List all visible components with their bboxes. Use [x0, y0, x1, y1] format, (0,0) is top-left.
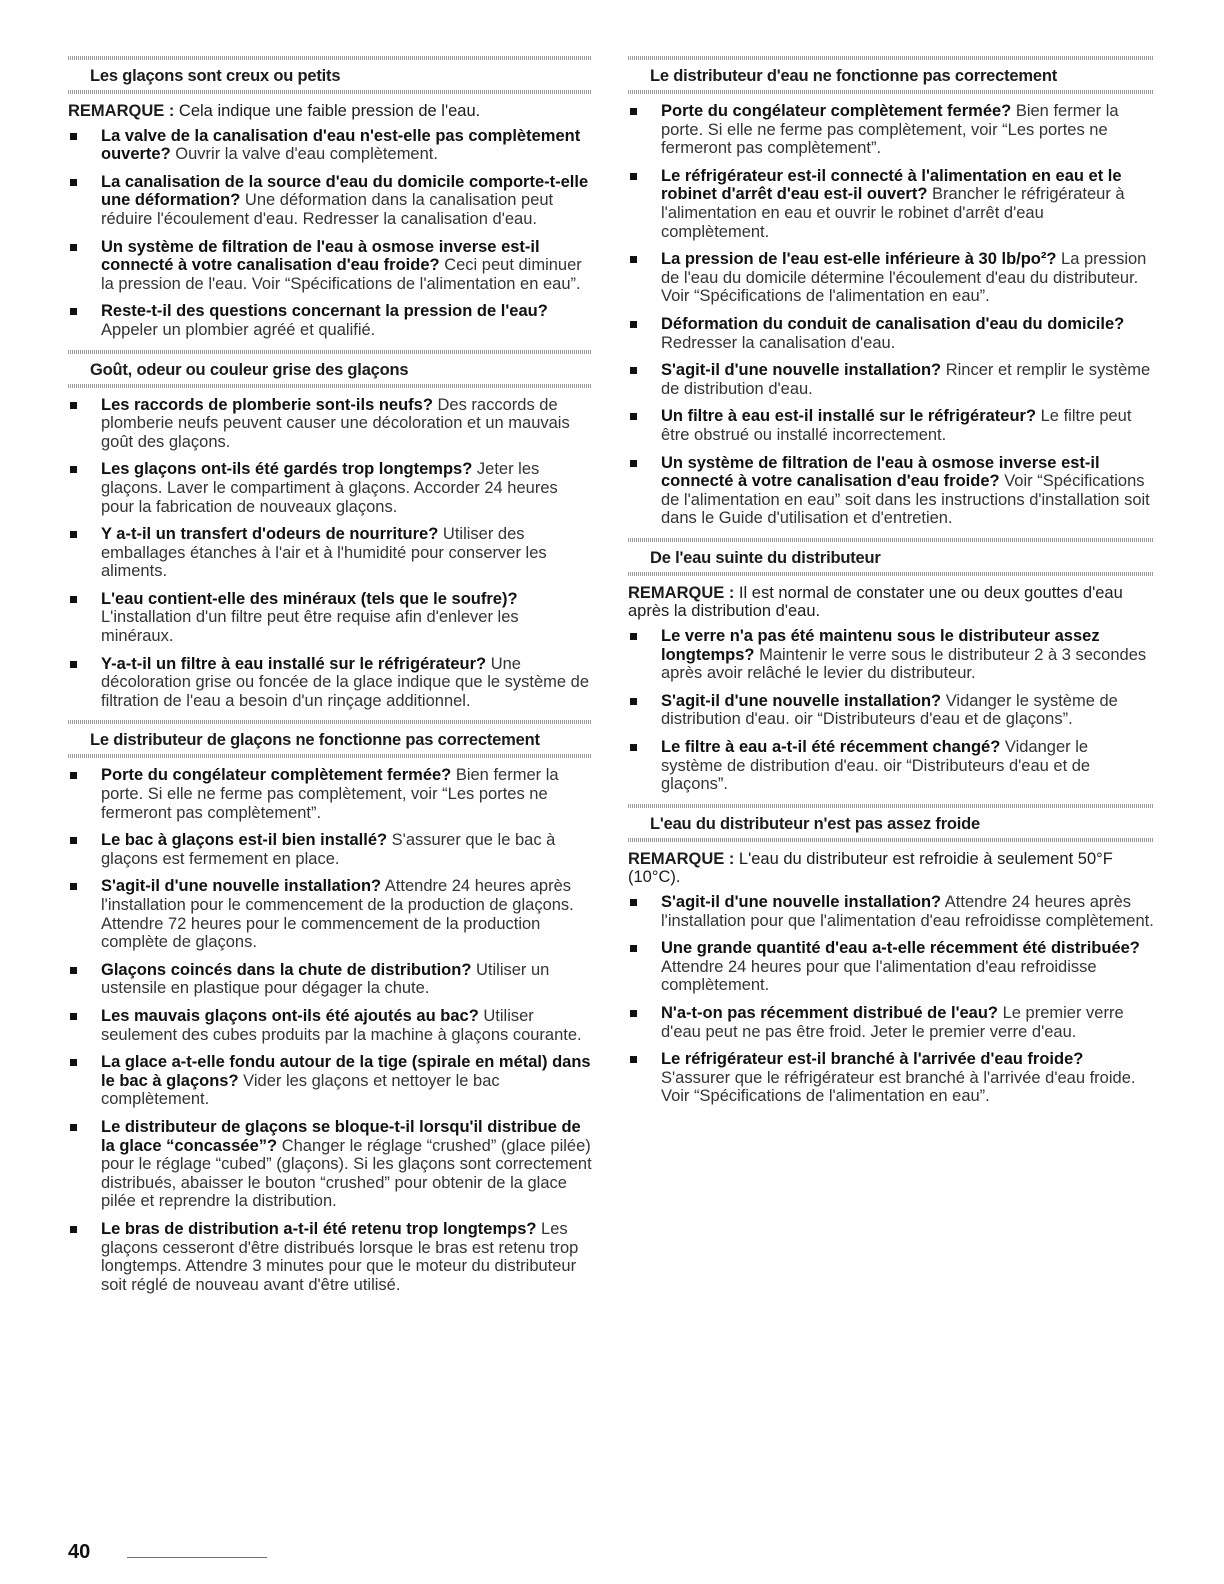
left-column — [68, 56, 592, 1304]
square-bullet-icon — [70, 1059, 77, 1066]
question-item — [68, 877, 592, 951]
remark-note — [628, 584, 1154, 621]
question-text: Les glaçons ont-ils été gardés trop longtemps? — [101, 460, 473, 479]
remark-label: REMARQUE : — [68, 102, 175, 120]
square-bullet-icon — [630, 173, 637, 180]
answer-text: Brancher le réfrigérateur à l'alimentation en eau et ouvrir le robinet d'arrêt d'eau complètement. — [661, 185, 1125, 241]
remark-text: L'eau du distributeur est refroidie à seulement 50°F (10°C). — [628, 849, 1113, 887]
question-text: La pression de l'eau est-elle inférieure à 30 lb/po²? — [661, 250, 1057, 269]
question-text: N'a-t-on pas récemment distribué de l'eau? — [661, 1003, 999, 1022]
question-list — [68, 766, 592, 1294]
answer-text: Utiliser un ustensile en plastique pour dégager la chute. — [101, 960, 550, 998]
dotted-rule — [68, 720, 592, 724]
question-text: S'agit-il d'une nouvelle installation? — [661, 691, 942, 710]
question-item — [628, 315, 1154, 352]
remark-text: Cela indique une faible pression de l'eau. — [174, 102, 481, 120]
square-bullet-icon — [70, 466, 77, 473]
answer-text: Attendre 24 heures pour que l'alimentation d'eau refroidisse complètement. — [661, 957, 1097, 995]
square-bullet-icon — [630, 633, 637, 640]
question-item — [628, 627, 1154, 683]
square-bullet-icon — [70, 772, 77, 779]
question-item — [68, 590, 592, 646]
troubleshooting-section — [628, 538, 1154, 794]
question-item — [628, 102, 1154, 158]
dotted-rule — [68, 754, 592, 758]
square-bullet-icon — [70, 1013, 77, 1020]
answer-text: Utiliser des emballages étanches à l'air et à l'humidité pour conserver les aliments. — [101, 525, 547, 581]
question-list — [628, 102, 1154, 528]
section-header — [68, 720, 592, 758]
question-item — [628, 250, 1154, 306]
square-bullet-icon — [630, 108, 637, 115]
question-text: Y-a-t-il un filtre à eau installé sur le réfrigérateur? — [101, 654, 487, 673]
answer-text: Des raccords de plomberie neufs peuvent causer une décoloration et un mauvais goût des glaçons. — [101, 395, 570, 451]
square-bullet-icon — [630, 698, 637, 705]
question-item — [628, 738, 1154, 794]
question-item — [628, 361, 1154, 398]
answer-text: Rincer et remplir le système de distribution d'eau. — [661, 361, 1151, 398]
section-header — [68, 350, 592, 388]
dotted-rule — [68, 384, 592, 388]
section-header — [628, 804, 1154, 842]
dotted-rule — [628, 804, 1154, 808]
question-list — [68, 396, 592, 711]
section-title: Goût, odeur ou couleur grise des glaçons — [90, 360, 409, 379]
square-bullet-icon — [630, 1010, 637, 1017]
question-text: Le réfrigérateur est-il connecté à l'alimentation en eau et le robinet d'arrêt d'eau est-il ouvert? — [661, 166, 1122, 204]
answer-text: Maintenir le verre sous le distributeur 2 à 3 secondes après avoir relâché le levier du distributeur. — [661, 645, 1147, 683]
question-text: Le distributeur de glaçons se bloque-t-il lorsqu'il distribue de la glace “concassée”? — [101, 1117, 581, 1155]
question-item — [68, 238, 592, 294]
answer-text: Attendre 24 heures après l'installation pour que l'alimentation d'eau refroidisse complètement. — [661, 893, 1154, 930]
square-bullet-icon — [630, 256, 637, 263]
answer-text: Redresser la canalisation d'eau. — [661, 333, 896, 352]
question-item — [68, 766, 592, 822]
square-bullet-icon — [70, 531, 77, 538]
section-title: L'eau du distributeur n'est pas assez froide — [650, 814, 981, 833]
square-bullet-icon — [70, 1124, 77, 1131]
answer-text: Le filtre peut être obstrué ou installé incorrectement. — [661, 407, 1132, 444]
question-item — [68, 1220, 592, 1294]
square-bullet-icon — [630, 744, 637, 751]
square-bullet-icon — [70, 402, 77, 409]
question-item — [628, 407, 1154, 444]
question-item — [628, 692, 1154, 729]
square-bullet-icon — [70, 596, 77, 603]
section-header — [68, 56, 592, 94]
square-bullet-icon — [630, 321, 637, 328]
answer-text: Bien fermer la porte. Si elle ne ferme pas complètement, voir “Les portes ne fermeront pas complètement”. — [101, 766, 559, 822]
square-bullet-icon — [70, 244, 77, 251]
answer-text: Jeter les glaçons. Laver le compartiment à glaçons. Accorder 24 heures pour la fabrication de nouveaux glaçons. — [101, 460, 558, 516]
section-title: Le distributeur de glaçons ne fonctionne pas correctement — [90, 731, 540, 750]
question-item — [68, 1118, 592, 1211]
question-text: Déformation du conduit de canalisation d'eau du domicile? — [661, 314, 1125, 333]
question-text: Le bras de distribution a-t-il été retenu trop longtemps? — [101, 1219, 537, 1238]
dotted-rule — [628, 538, 1154, 542]
answer-text: Les glaçons cesseront d'être distribués lorsque le bras est retenu trop longtemps. Attendre 3 minutes pour que le moteur du distributeur soit réglé de nouveau avant d'être utilisé. — [101, 1219, 579, 1294]
question-list — [68, 127, 592, 340]
question-text: Un système de filtration de l'eau à osmose inverse est-il connecté à votre canalisation d'eau froide? — [101, 237, 540, 275]
section-title: Le distributeur d'eau ne fonctionne pas correctement — [650, 67, 1058, 85]
question-text: La glace a-t-elle fondu autour de la tige (spirale en métal) dans le bac à glaçons? — [101, 1053, 591, 1090]
answer-text: Changer le réglage “crushed” (glace pilée) pour le réglage “cubed” (glaçons). Si les glaçons sont correctement distribués, abaisser le bouton “crushed” pour obtenir de la glace pilée et reprendre la distribution. — [101, 1136, 592, 1211]
dotted-rule — [628, 56, 1154, 60]
troubleshooting-section — [628, 56, 1154, 528]
question-text: Porte du congélateur complètement fermée? — [101, 766, 452, 785]
answer-text: Utiliser seulement des cubes produits par la machine à glaçons courante. — [101, 1006, 582, 1044]
answer-text: Ouvrir la valve d'eau complètement. — [170, 145, 438, 164]
dotted-rule — [628, 90, 1154, 94]
square-bullet-icon — [70, 883, 77, 890]
answer-text: Une déformation dans la canalisation peut réduire l'écoulement d'eau. Redresser la canalisation d'eau. — [101, 191, 554, 228]
question-item — [68, 1007, 592, 1044]
question-text: Reste-t-il des questions concernant la pression de l'eau? — [101, 302, 548, 321]
answer-text: Vider les glaçons et nettoyer le bac complètement. — [101, 1071, 500, 1109]
remark-note — [68, 102, 592, 121]
question-item — [68, 302, 592, 339]
answer-text: L'installation d'un filtre peut être requise afin d'enlever les minéraux. — [101, 608, 519, 646]
question-text: Glaçons coincés dans la chute de distribution? — [101, 960, 472, 979]
question-text: Un système de filtration de l'eau à osmose inverse est-il connecté à votre canalisation d'eau froide? — [661, 453, 1100, 491]
question-text: S'agit-il d'une nouvelle installation? — [101, 877, 382, 896]
square-bullet-icon — [70, 133, 77, 140]
question-text: Le bac à glaçons est-il bien installé? — [101, 831, 388, 850]
question-item — [68, 961, 592, 998]
square-bullet-icon — [70, 1226, 77, 1233]
question-item — [628, 1004, 1154, 1041]
question-text: Une grande quantité d'eau a-t-elle récemment été distribuée? — [661, 939, 1140, 958]
question-text: Un filtre à eau est-il installé sur le réfrigérateur? — [661, 407, 1037, 426]
question-text: Le filtre à eau a-t-il été récemment changé? — [661, 738, 1001, 757]
answer-text: Une décoloration grise ou foncée de la glace indique que le système de filtration de l'eau a besoin d'un rinçage additionnel. — [101, 654, 589, 710]
troubleshooting-section — [68, 720, 592, 1294]
square-bullet-icon — [630, 460, 637, 467]
square-bullet-icon — [70, 308, 77, 315]
question-list — [628, 893, 1154, 1106]
answer-text: La pression de l'eau du domicile détermine l'écoulement d'eau du distributeur. Voir “Spécifications de l'alimentation en eau”. — [661, 250, 1147, 306]
section-title: De l'eau suinte du distributeur — [650, 548, 881, 567]
question-item — [628, 893, 1154, 930]
remark-text: Il est normal de constater une ou deux gouttes d'eau après la distribution d'eau. — [628, 583, 1123, 621]
question-item — [68, 173, 592, 229]
question-item — [68, 127, 592, 164]
question-text: Le réfrigérateur est-il branché à l'arrivée d'eau froide? — [661, 1050, 1084, 1069]
square-bullet-icon — [70, 837, 77, 844]
answer-text: Bien fermer la porte. Si elle ne ferme pas complètement, voir “Les portes ne fermeront pas complètement”. — [661, 102, 1119, 158]
remark-label: REMARQUE : — [628, 583, 735, 602]
answer-text: Appeler un plombier agréé et qualifié. — [101, 320, 376, 339]
right-column — [628, 56, 1154, 1116]
square-bullet-icon — [630, 899, 637, 906]
question-text: L'eau contient-elle des minéraux (tels que le soufre)? — [101, 589, 518, 608]
question-item — [68, 525, 592, 581]
question-text: Y a-t-il un transfert d'odeurs de nourriture? — [101, 525, 439, 544]
question-text: S'agit-il d'une nouvelle installation? — [661, 361, 942, 380]
square-bullet-icon — [70, 661, 77, 668]
square-bullet-icon — [630, 413, 637, 420]
remark-note — [628, 850, 1154, 887]
question-text: La canalisation de la source d'eau du domicile comporte-t-elle une déformation? — [101, 172, 589, 210]
question-item — [628, 454, 1154, 528]
question-item — [68, 460, 592, 516]
square-bullet-icon — [630, 367, 637, 374]
question-item — [68, 396, 592, 452]
question-item — [628, 1050, 1154, 1106]
answer-text: S'assurer que le bac à glaçons est fermement en place. — [101, 831, 556, 868]
answer-text: Vidanger le système de distribution d'eau. oir “Distributeurs d'eau et de glaçons”. — [661, 691, 1118, 729]
troubleshooting-section — [68, 56, 592, 340]
remark-label: REMARQUE : — [628, 849, 735, 868]
question-item — [68, 1053, 592, 1109]
section-header — [628, 538, 1154, 576]
question-item — [68, 655, 592, 711]
answer-text: Ceci peut diminuer la pression de l'eau. Voir “Spécifications de l'alimentation en eau”. — [101, 256, 582, 293]
question-text: Les mauvais glaçons ont-ils été ajoutés au bac? — [101, 1006, 479, 1025]
footer-link-line — [127, 1557, 267, 1558]
question-text: Le verre n'a pas été maintenu sous le distributeur assez longtemps? — [661, 627, 1100, 664]
question-text: La valve de la canalisation d'eau n'est-elle pas complètement ouverte? — [101, 126, 581, 164]
answer-text: Attendre 24 heures après l'installation pour le commencement de la production de glaçons. Attendre 72 heures pour le commencement de la production complète de glaçons. — [101, 877, 574, 952]
square-bullet-icon — [630, 945, 637, 952]
answer-text: S'assurer que le réfrigérateur est branché à l'arrivée d'eau froide. Voir “Spécifications de l'alimentation en eau”. — [661, 1068, 1136, 1106]
answer-text: Voir “Spécifications de l'alimentation en eau” soit dans les instructions d'installation soit dans le Guide d'utilisation et d'entretien. — [661, 472, 1150, 528]
section-title: Les glaçons sont creux ou petits — [90, 67, 341, 85]
troubleshooting-section — [68, 350, 592, 711]
dotted-rule — [68, 56, 592, 60]
question-item — [628, 939, 1154, 995]
answer-text: Le premier verre d'eau peut ne pas être froid. Jeter le premier verre d'eau. — [661, 1003, 1124, 1041]
troubleshooting-section — [628, 804, 1154, 1106]
section-header — [628, 56, 1154, 94]
question-item — [628, 167, 1154, 241]
question-text: Les raccords de plomberie sont-ils neufs? — [101, 395, 433, 414]
dotted-rule — [628, 838, 1154, 842]
page-number: 40 — [68, 1541, 91, 1563]
dotted-rule — [68, 90, 592, 94]
question-text: Porte du congélateur complètement fermée? — [661, 102, 1012, 120]
square-bullet-icon — [70, 179, 77, 186]
question-item — [68, 831, 592, 868]
question-text: S'agit-il d'une nouvelle installation? — [661, 893, 942, 911]
square-bullet-icon — [630, 1056, 637, 1063]
square-bullet-icon — [70, 967, 77, 974]
dotted-rule — [68, 350, 592, 354]
dotted-rule — [628, 572, 1154, 576]
question-list — [628, 627, 1154, 794]
answer-text: Vidanger le système de distribution d'eau. oir “Distributeurs d'eau et de glaçons”. — [661, 738, 1091, 794]
